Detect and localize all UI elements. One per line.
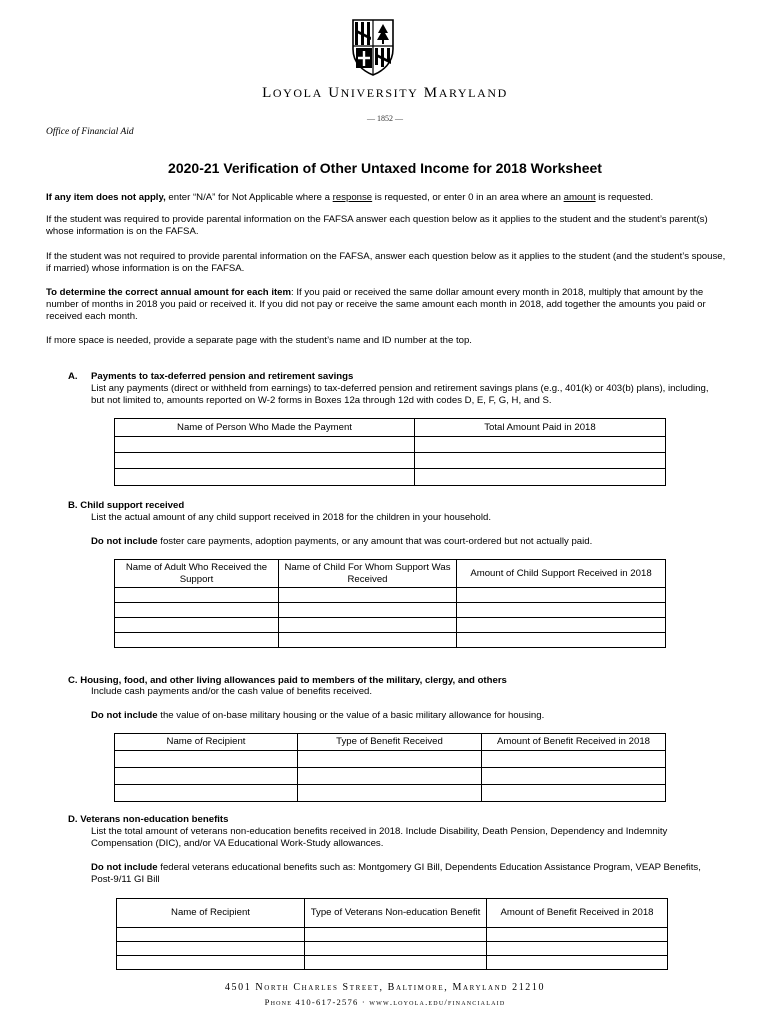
- section-c-type-cell[interactable]: [298, 768, 482, 785]
- section-c-table: [114, 733, 666, 802]
- section-c-do-not: Do not include: [91, 710, 158, 721]
- section-a-heading: Payments to tax-deferred pension and retirement savings: [91, 371, 354, 382]
- intro-1-bold: If any item does not apply,: [46, 192, 166, 203]
- intro-4-text: : If you paid or received the same dollar amount every month in 2018, multiply that amount by the number of months in 2018 you paid or received it. If you did not pay or receive the same amount each month in 2018, add together the amounts you paid or received each month.: [46, 287, 706, 322]
- section-d-col-type-header: Type of Veterans Non-education Benefit: [305, 899, 487, 928]
- intro-4-bold: To determine the correct annual amount for each item: [46, 287, 292, 298]
- section-c-body: Include cash payments and/or the cash value of benefits received.: [91, 686, 373, 697]
- section-b-exclusion-text: foster care payments, adoption payments, or any amount that was court-ordered but not actually paid.: [157, 536, 593, 547]
- section-d-type-cell[interactable]: [305, 942, 487, 956]
- section-a-amount-cell[interactable]: [415, 437, 666, 453]
- university-crest-logo: [348, 17, 398, 77]
- footer-address: 4501 North Charles Street, Baltimore, Maryland 21210: [224, 982, 546, 993]
- section-b-col-child-header: Name of Child For Whom Support Was Received: [279, 560, 457, 588]
- intro-1-text-c: is requested.: [595, 192, 654, 203]
- section-b-table: [114, 559, 666, 648]
- section-b-do-not: Do not include: [91, 536, 158, 547]
- section-b-adult-cell[interactable]: [115, 633, 279, 648]
- section-d-type-cell[interactable]: [305, 956, 487, 970]
- section-c-type-cell[interactable]: [298, 785, 482, 802]
- established-year: — 1852 —: [367, 114, 403, 123]
- section-d-table: [116, 898, 668, 970]
- section-b-exclusion: [91, 536, 721, 548]
- section-d-recipient-cell[interactable]: [117, 928, 305, 942]
- section-b-child-cell[interactable]: [279, 618, 457, 633]
- section-b-col-adult-header: Name of Adult Who Received the Support: [115, 560, 279, 588]
- intro-1-text-b: is requested, or enter 0 in an area where an: [372, 192, 564, 203]
- page-title: 2020-21 Verification of Other Untaxed Income for 2018 Worksheet: [168, 160, 602, 176]
- section-c-heading: C. Housing, food, and other living allowances paid to members of the military, clergy, and others: [68, 675, 507, 686]
- intro-paragraph-4: [46, 287, 726, 323]
- university-name: LOYOLA UNIVERSITY MARYLAND: [262, 85, 508, 101]
- section-d-type-cell[interactable]: [305, 928, 487, 942]
- section-b-amount-cell[interactable]: [457, 618, 666, 633]
- section-d-recipient-cell[interactable]: [117, 942, 305, 956]
- section-d-body: List the total amount of veterans non-education benefits received in 2018. Include Disability, Death Pension, Dependency and Indemnity Compensation (DIC), and/or VA Educational Work-Study allowances.: [91, 826, 668, 849]
- section-a-amount-cell[interactable]: [415, 469, 666, 486]
- section-a-name-cell[interactable]: [115, 453, 415, 469]
- intro-1-text-a: enter “N/A” for Not Applicable where a: [165, 192, 333, 203]
- section-c-amount-cell[interactable]: [482, 751, 666, 768]
- section-d-recipient-cell[interactable]: [117, 956, 305, 970]
- section-b-child-cell[interactable]: [279, 588, 457, 603]
- section-d-exclusion-text: federal veterans educational benefits such as: Montgomery GI Bill, Dependents Education Assistance Program, VEAP Benefits, Post-9/11 GI Bill: [91, 862, 701, 885]
- intro-1-amount: amount: [563, 192, 596, 203]
- section-d-amount-cell[interactable]: [487, 942, 668, 956]
- section-c-recipient-cell[interactable]: [115, 751, 298, 768]
- intro-1-response: response: [332, 192, 373, 203]
- section-b-adult-cell[interactable]: [115, 603, 279, 618]
- section-a-amount-cell[interactable]: [415, 453, 666, 469]
- section-b-amount-cell[interactable]: [457, 633, 666, 648]
- intro-paragraph-1: [46, 192, 726, 204]
- section-c-exclusion: [91, 710, 721, 722]
- section-b-body: List the actual amount of any child support received in 2018 for the children in your household.: [91, 512, 491, 523]
- section-c-col-type-header: Type of Benefit Received: [298, 734, 482, 751]
- section-d-amount-cell[interactable]: [487, 928, 668, 942]
- intro-paragraph-2: If the student was required to provide parental information on the FAFSA answer each question below as it applies to the student and the student’s parent(s) whose information is on the FAFSA.: [46, 214, 708, 237]
- section-c-col-recipient-header: Name of Recipient: [115, 734, 298, 751]
- section-c-recipient-cell[interactable]: [115, 768, 298, 785]
- intro-paragraph-3: If the student was not required to provide parental information on the FAFSA, answer each question below as it applies to the student (and the student’s spouse, if married) whose information is on the FAFSA.: [46, 251, 726, 274]
- section-a-col-amount-header: Total Amount Paid in 2018: [415, 419, 666, 437]
- section-c-type-cell[interactable]: [298, 751, 482, 768]
- section-a-letter: A.: [68, 371, 78, 382]
- section-d-exclusion: [91, 862, 721, 886]
- section-a-name-cell[interactable]: [115, 469, 415, 486]
- section-d-heading: D. Veterans non-education benefits: [68, 814, 229, 825]
- section-a-table: [114, 418, 666, 486]
- section-d-col-amount-header: Amount of Benefit Received in 2018: [487, 899, 668, 928]
- section-d-do-not: Do not include: [91, 862, 158, 873]
- section-a-name-cell[interactable]: [115, 437, 415, 453]
- intro-paragraph-5: If more space is needed, provide a separate page with the student’s name and ID number at the top.: [46, 335, 472, 346]
- section-c-recipient-cell[interactable]: [115, 785, 298, 802]
- section-c-col-amount-header: Amount of Benefit Received in 2018: [482, 734, 666, 751]
- section-b-child-cell[interactable]: [279, 603, 457, 618]
- section-d-col-recipient-header: Name of Recipient: [117, 899, 305, 928]
- section-b-amount-cell[interactable]: [457, 603, 666, 618]
- section-b-adult-cell[interactable]: [115, 588, 279, 603]
- section-b-amount-cell[interactable]: [457, 588, 666, 603]
- office-name: Office of Financial Aid: [46, 127, 134, 137]
- section-b-child-cell[interactable]: [279, 633, 457, 648]
- section-b-adult-cell[interactable]: [115, 618, 279, 633]
- section-b-heading: B. Child support received: [68, 500, 185, 511]
- section-c-exclusion-text: the value of on-base military housing or the value of a basic military allowance for housing.: [157, 710, 545, 721]
- section-d-amount-cell[interactable]: [487, 956, 668, 970]
- section-c-amount-cell[interactable]: [482, 785, 666, 802]
- section-b-col-amount-header: Amount of Child Support Received in 2018: [457, 560, 666, 588]
- section-a-body: List any payments (direct or withheld from earnings) to tax-deferred pension and retirement savings plans (e.g., 401(k) or 403(b) plans), including, but not limited to, amounts reported on W-2 forms in Boxes 12a through 12d with codes D, E, F, G, H, and S.: [91, 383, 709, 406]
- section-c-amount-cell[interactable]: [482, 768, 666, 785]
- footer-contact: Phone 410-617-2576 · www.loyola.edu/financialaid: [264, 997, 506, 1007]
- section-a-col-name-header: Name of Person Who Made the Payment: [115, 419, 415, 437]
